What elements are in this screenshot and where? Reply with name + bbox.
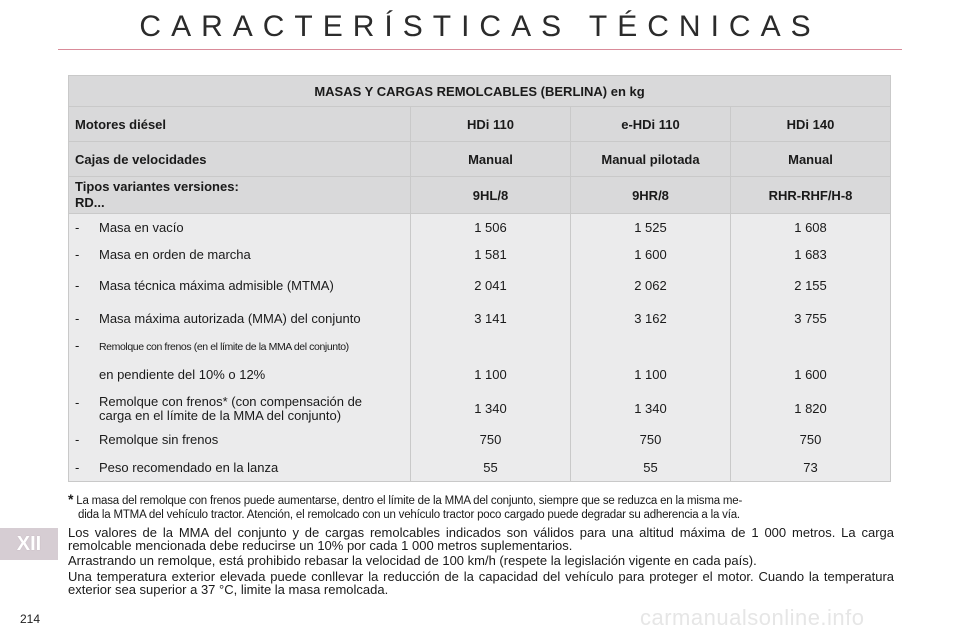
table-cell: 750 xyxy=(731,426,891,454)
footnote-star: * xyxy=(68,491,74,507)
title-divider xyxy=(58,49,902,50)
table-cell: 1 600 xyxy=(571,242,731,268)
variants-label-line1: Tipos variantes versiones: xyxy=(75,179,239,194)
table-row xyxy=(69,334,891,358)
table-cell: 1 506 xyxy=(411,214,571,242)
section-badge: XII xyxy=(0,528,58,560)
gearbox-header: Manual xyxy=(411,142,571,177)
row-label: Masa técnica máxima admisible (MTMA) xyxy=(99,278,334,293)
paragraph-temperature: Una temperatura exterior elevada puede conllevar la reducción de la capacidad del vehículo para proteger el motor. Cuando la temperatura exterior sea superior a 37 °C, limite la masa remolcada. xyxy=(68,569,894,597)
variants-label-line2: RD... xyxy=(75,195,105,210)
page-title: CARACTERÍSTICAS TÉCNICAS xyxy=(139,10,821,43)
table-cell: 3 141 xyxy=(411,304,571,334)
table-title-row xyxy=(69,76,891,107)
gearbox-header: Manual pilotada xyxy=(571,142,731,177)
row-label: Remolque con frenos (en el límite de la MMA del conjunto) xyxy=(99,341,349,353)
row-dash: - xyxy=(75,338,80,353)
table-row xyxy=(69,242,891,268)
watermark: carmanualsonline.info xyxy=(640,605,865,630)
footnote-line1: La masa del remolque con frenos puede aumentarse, dentro el límite de la MMA del conjunto, siempre que se reduzca en la misma me- xyxy=(76,495,743,507)
table-title: MASAS Y CARGAS REMOLCABLES (BERLINA) en kg xyxy=(69,76,891,107)
row-label: Peso recomendado en la lanza xyxy=(99,459,279,475)
table-cell: 2 062 xyxy=(571,268,731,304)
row-dash: - xyxy=(75,247,80,262)
table-cell: 1 100 xyxy=(571,358,731,392)
row-label-line2: carga en el límite de la MMA del conjunto) xyxy=(99,407,342,423)
engine-header: e-HDi 110 xyxy=(571,107,731,142)
table-cell: 1 820 xyxy=(731,392,891,426)
row-label: Masa máxima autorizada (MMA) del conjunto xyxy=(99,311,361,326)
variants-row xyxy=(69,177,891,214)
row-label-line1: Remolque con frenos* (con compensación de xyxy=(99,393,363,409)
page-number: 214 xyxy=(20,612,41,626)
table-cell: 1 608 xyxy=(731,214,891,242)
table-cell: 3 755 xyxy=(731,304,891,334)
table-row xyxy=(69,268,891,304)
row-dash: - xyxy=(75,394,80,410)
row-label: en pendiente del 10% o 12% xyxy=(99,367,266,382)
row-dash: - xyxy=(75,432,80,447)
table-cell: 55 xyxy=(411,454,571,482)
table-cell: 1 600 xyxy=(731,358,891,392)
table-cell: 2 041 xyxy=(411,268,571,304)
row-label: Masa en orden de marcha xyxy=(99,247,251,262)
table-cell: 55 xyxy=(571,454,731,482)
row-label: Masa en vacío xyxy=(99,220,184,236)
table-cell: 1 100 xyxy=(411,358,571,392)
table-row xyxy=(69,454,891,482)
table-cell: 1 683 xyxy=(731,242,891,268)
table-cell: 2 155 xyxy=(731,268,891,304)
table-cell xyxy=(411,334,571,358)
table-cell: 1 340 xyxy=(411,392,571,426)
row-dash: - xyxy=(75,459,80,475)
table-row xyxy=(69,426,891,454)
footnote xyxy=(68,492,894,522)
gearboxes-row xyxy=(69,142,891,177)
engine-header: HDi 110 xyxy=(411,107,571,142)
paragraph-altitude: Los valores de la MMA del conjunto y de cargas remolcables indicados son válidos para una altitud máxima de 1 000 metros. La carga remolcable mencionada debe reducirse un 10% por cada 1 000 metros suplementarios. xyxy=(68,525,894,553)
engines-label: Motores diésel xyxy=(69,107,411,142)
table-row xyxy=(69,214,891,242)
table-cell: 750 xyxy=(571,426,731,454)
table-row xyxy=(69,392,891,426)
variant-header: RHR-RHF/H-8 xyxy=(731,177,891,214)
engines-row xyxy=(69,107,891,142)
row-label: Remolque sin frenos xyxy=(99,432,219,447)
variants-label xyxy=(69,177,411,214)
footnote-line2: dida la MTMA del vehículo tractor. Atención, el remolcado con un vehículo tractor poco cargado puede degradar su adherencia a la vía. xyxy=(78,509,740,521)
table-cell: 750 xyxy=(411,426,571,454)
table-row xyxy=(69,304,891,334)
variant-header: 9HR/8 xyxy=(571,177,731,214)
table-cell xyxy=(571,334,731,358)
towing-masses-table xyxy=(68,75,891,482)
gearboxes-label: Cajas de velocidades xyxy=(69,142,411,177)
table-cell xyxy=(731,334,891,358)
table-cell: 1 340 xyxy=(571,392,731,426)
table-cell: 1 525 xyxy=(571,214,731,242)
table-row xyxy=(69,358,891,392)
table-cell: 3 162 xyxy=(571,304,731,334)
row-dash: - xyxy=(75,311,80,326)
gearbox-header: Manual xyxy=(731,142,891,177)
paragraph-speed: Arrastrando un remolque, está prohibido rebasar la velocidad de 100 km/h (respete la legislación vigente en cada país). xyxy=(68,553,757,568)
variant-header: 9HL/8 xyxy=(411,177,571,214)
table-cell: 1 581 xyxy=(411,242,571,268)
engine-header: HDi 140 xyxy=(731,107,891,142)
table-cell: 73 xyxy=(731,454,891,482)
row-dash: - xyxy=(75,220,80,236)
row-dash: - xyxy=(75,278,80,293)
